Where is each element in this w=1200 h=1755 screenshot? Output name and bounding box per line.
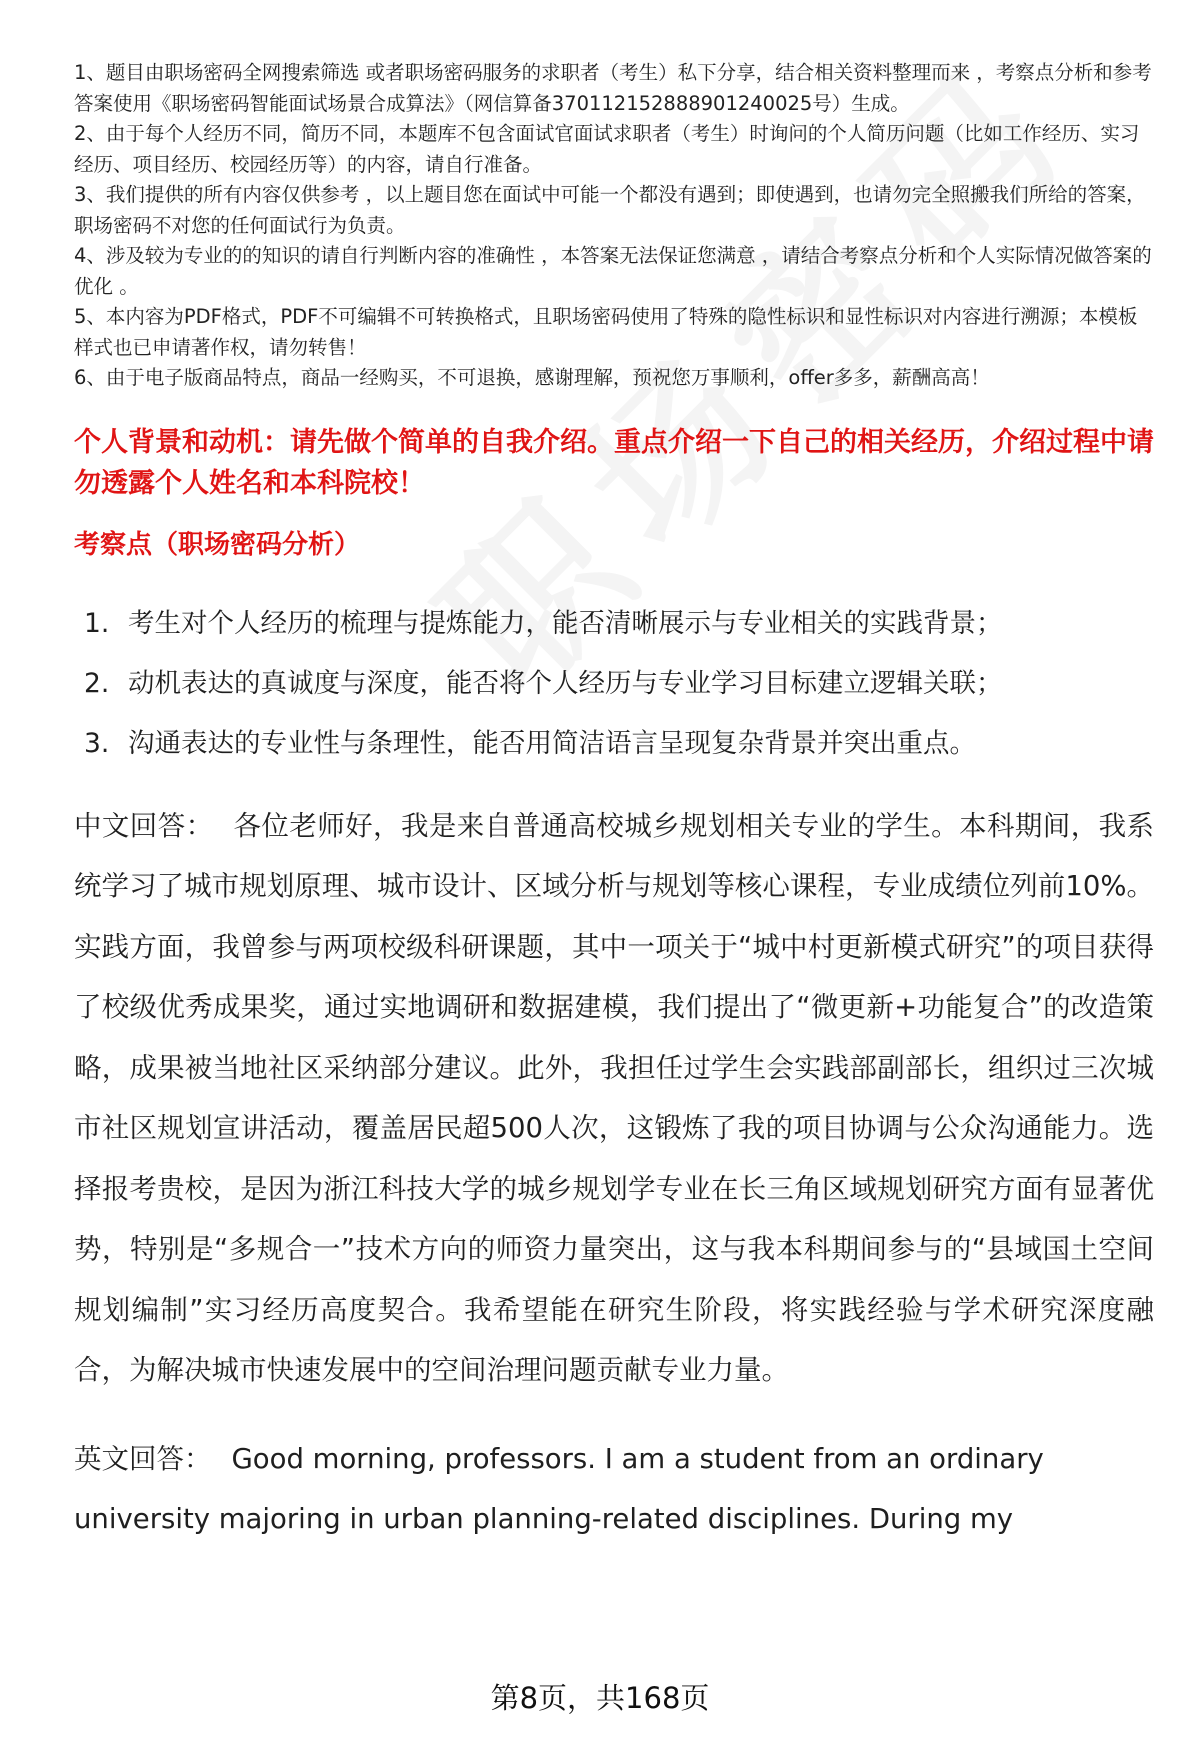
answer-chinese-text: 各位老师好，我是来自普通高校城乡规划相关专业的学生。本科期间，我系统学习了城市规划原理、城市设计、区域分析与规划等核心课程，专业成绩位列前10%。实践方面，我曾参与两项校级科研课题，其中一项关于“城中村更新模式研究”的项目获得了校级优秀成果奖，通过实地调研和数据建模，我们提出了“微更新+功能复合”的改造策略，成果被当地社区采纳部分建议。此外，我担任过学生会实践部副部长，组织过三次城市社区规划宣讲活动，覆盖居民超500人次，这锻炼了我的项目协调与公众沟通能力。选择报考贵校，是因为浙江科技大学的城乡规划学专业在长三角区域规划研究方面有显著优势，特别是“多规合一”技术方向的师资力量突出，这与我本科期间参与的“县域国土空间规划编制”实习经历高度契合。我希望能在研究生阶段，将实践经验与学术研究深度融合，为解决城市快速发展中的空间治理问题贡献专业力量。	[74, 809, 1155, 1386]
question-title: 个人背景和动机：请先做个简单的自我介绍。重点介绍一下自己的相关经历，介绍过程中请勿透露个人姓名和本科院校！	[74, 426, 1154, 499]
point-text: 沟通表达的专业性与条理性，能否用简洁语言呈现复杂背景并突出重点。	[128, 727, 976, 759]
answer-chinese	[74, 796, 1154, 1401]
point-text: 考生对个人经历的梳理与提炼能力，能否清晰展示与专业相关的实践背景；	[128, 607, 1003, 639]
point-number: 1.	[84, 607, 110, 639]
evaluation-point	[74, 654, 1154, 714]
notice-item: 4、涉及较为专业的的知识的请自行判断内容的准确性 ，本答案无法保证您满意 ，请结合考察点分析和个人实际情况做答案的优化 。	[74, 244, 1152, 298]
evaluation-point	[74, 594, 1154, 654]
answer-chinese-label: 中文回答：	[74, 809, 214, 842]
point-number: 3.	[84, 727, 110, 759]
answer-english-label: 英文回答：	[74, 1442, 212, 1475]
evaluation-title: 考察点（职场密码分析）	[74, 529, 361, 560]
notice-item: 3、我们提供的所有内容仅供参考 ，以上题目您在面试中可能一个都没有遇到；即使遇到，也请勿完全照搬我们所给的答案，职场密码不对您的任何面试行为负责。	[74, 183, 1146, 237]
notice-item: 2、由于每个人经历不同，简历不同，本题库不包含面试官面试求职者（考生）时询问的个人简历问题（比如工作经历、实习经历、项目经历、校园经历等）的内容，请自行准备。	[74, 122, 1140, 176]
document-page	[74, 58, 1154, 1549]
answer-english-text: Good morning, professors. I am a student from an ordinary university majoring in urban planning-related disciplines. During my	[74, 1442, 1044, 1535]
answer-english	[74, 1429, 1154, 1549]
notice-item: 5、本内容为PDF格式，PDF不可编辑不可转换格式，且职场密码使用了特殊的隐性标识和显性标识对内容进行溯源；本模板样式也已申请著作权，请勿转售！	[74, 305, 1138, 359]
notice-item: 1、题目由职场密码全网搜索筛选 或者职场密码服务的求职者（考生）私下分享，结合相关资料整理而来 ，考察点分析和参考答案使用《职场密码智能面试场景合成算法》（网信算备370112152888901240025号）生成。	[74, 61, 1152, 115]
evaluation-point	[74, 714, 1154, 774]
point-number: 2.	[84, 667, 110, 699]
evaluation-points	[74, 594, 1154, 774]
notice-block	[74, 58, 1154, 394]
notice-item: 6、由于电子版商品特点，商品一经购买，不可退换，感谢理解，预祝您万事顺利，offer多多，薪酬高高！	[74, 366, 990, 389]
point-text: 动机表达的真诚度与深度，能否将个人经历与专业学习目标建立逻辑关联；	[128, 667, 1003, 699]
page-number: 第8页，共168页	[490, 1681, 710, 1715]
